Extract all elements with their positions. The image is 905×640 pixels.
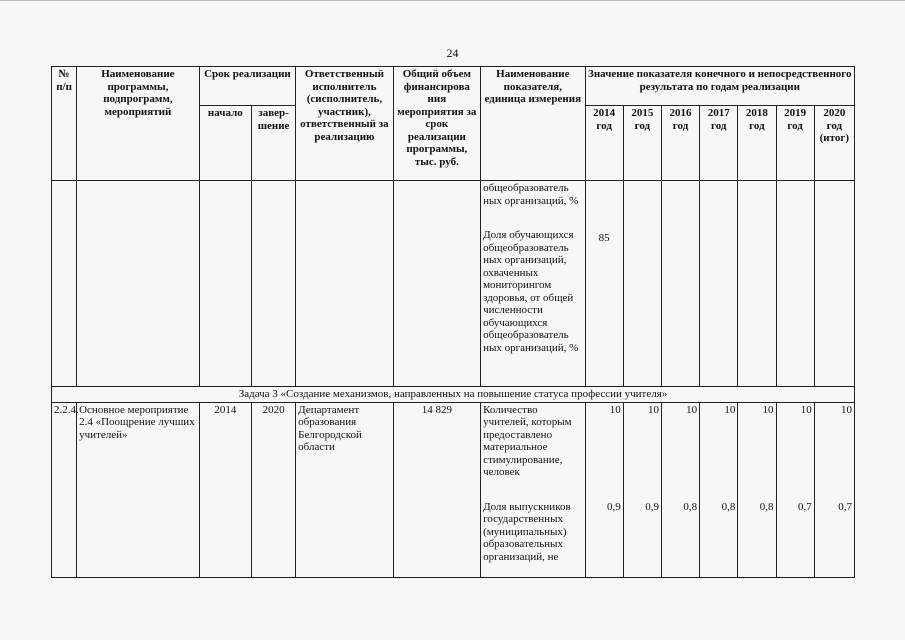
task-row	[52, 387, 855, 403]
value-cell: 10 0,9	[585, 402, 623, 577]
header-financing: Общий объем финансирова ния мероприятия за срок реализации программы, тыс. руб.	[393, 67, 480, 181]
indicator-graduates-text: Доля выпускников государственных (муниципальных) образовательных организаций, не	[483, 500, 571, 563]
row-number: 2.2.4.	[52, 402, 77, 577]
indicator-teachers-text: Количество учителей, которым предоставлено материальное стимулирование, человек	[483, 403, 572, 478]
value-cell: 10 0,8	[700, 402, 738, 577]
row-name: Основное мероприятие 2.4 «Поощрение лучших учителей»	[77, 402, 200, 577]
scan-edge-line	[0, 0, 905, 1]
header-year-2019: 2019 год	[776, 106, 814, 181]
program-table	[51, 66, 855, 578]
task-3-title: Задача 3 «Создание механизмов, направленных на повышение статуса профессии учителя»	[52, 387, 855, 403]
header-year-2018: 2018 год	[738, 106, 776, 181]
header-term-start: начало	[199, 106, 251, 181]
header-year-2020: 2020 год (итог)	[814, 106, 854, 181]
indicator-tail-text: общеобразователь ных организаций, %	[483, 182, 579, 207]
indicator-health-text: Доля обучающихся общеобразователь ных организаций, охваченных мониторингом здоровья, от общей численности обучающихся общеобразователь ных организаций, %	[483, 229, 579, 354]
table-row	[52, 402, 855, 577]
header-values-group: Значение показателя конечного и непосредственного результата по годам реализации	[585, 67, 854, 106]
header-year-2014: 2014 год	[585, 106, 623, 181]
row-start: 2014	[199, 402, 251, 577]
value-cell: 10 0,9	[623, 402, 661, 577]
indicator-cell	[481, 402, 586, 577]
indicator-cell	[481, 181, 586, 387]
header-year-2017: 2017 год	[700, 106, 738, 181]
header-term-end: завер-шение	[251, 106, 295, 181]
value-cell: 10 0,7	[814, 402, 854, 577]
header-name: Наименование программы, подпрограмм, мероприятий	[77, 67, 200, 181]
table-row	[52, 181, 855, 387]
value-cell: 10 0,8	[738, 402, 776, 577]
value-cell: 10 0,8	[661, 402, 699, 577]
header-term: Срок реализации	[199, 67, 295, 106]
header-responsible: Ответственный исполнитель (сисполнитель, участник), ответственный за реализацию	[296, 67, 393, 181]
row-end: 2020	[251, 402, 295, 577]
value-cell: 10 0,7	[776, 402, 814, 577]
row-financing: 14 829	[393, 402, 480, 577]
header-row-1	[52, 67, 855, 106]
header-year-2015: 2015 год	[623, 106, 661, 181]
header-year-2016: 2016 год	[661, 106, 699, 181]
row-responsible: Департамент образования Белгородской области	[296, 402, 393, 577]
header-num: № п/п	[52, 67, 77, 181]
header-indicator: Наименование показателя, единица измерения	[481, 67, 586, 181]
page-number: 24	[446, 46, 459, 60]
value-cell	[585, 181, 623, 387]
value-2014: 85	[598, 232, 610, 244]
